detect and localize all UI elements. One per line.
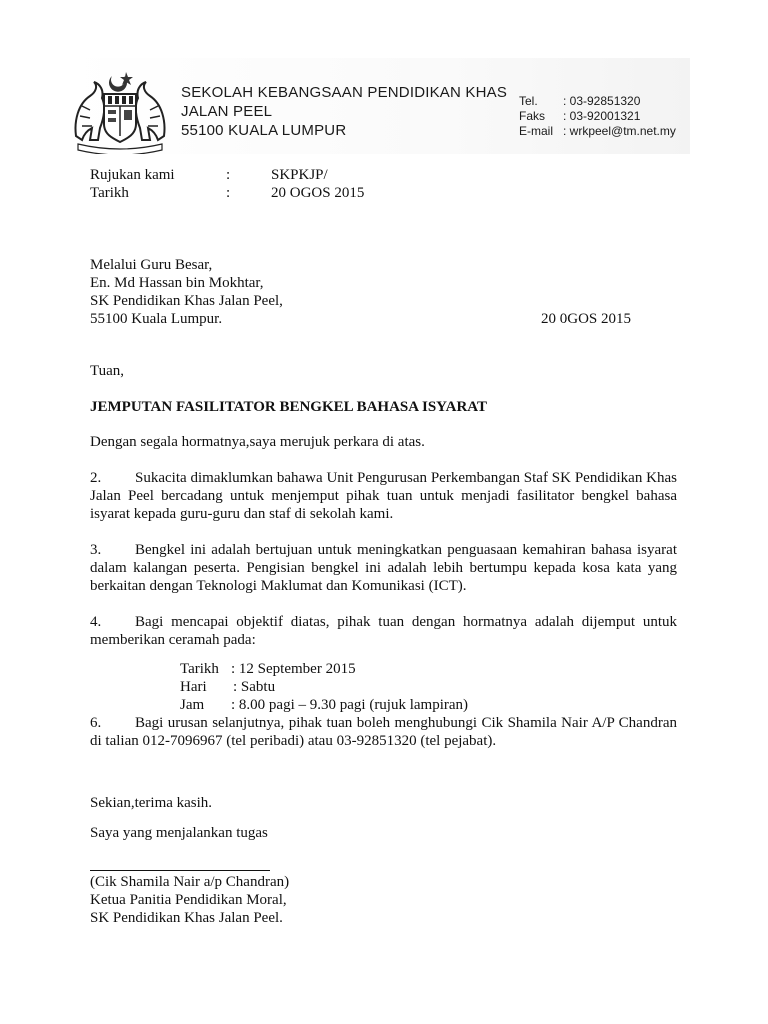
signature-line: [90, 870, 270, 871]
school-name: SEKOLAH KEBANGSAAN PENDIDIKAN KHAS: [181, 84, 508, 101]
paragraph-number: 6.: [90, 715, 102, 731]
recipient-line1: Melalui Guru Besar,: [90, 257, 213, 273]
paragraph-number: 4.: [90, 614, 102, 630]
fax-label: Faks: [519, 109, 546, 123]
school-address-line1: JALAN PEEL: [181, 103, 273, 120]
recipient-line4: 55100 Kuala Lumpur.: [90, 311, 223, 327]
opening-sentence: Dengan segala hormatnya,saya merujuk perkara di atas.: [90, 434, 425, 450]
tel-label: Tel.: [519, 94, 538, 108]
schedule-date-label: Tarikh: [180, 661, 219, 677]
paragraph-number: 3.: [90, 542, 102, 558]
coat-of-arms-logo: [68, 66, 172, 154]
salutation: Tuan,: [90, 363, 125, 379]
paragraph-2: [90, 469, 677, 523]
reference-value: SKPKJP/: [271, 167, 328, 183]
email-label: E-mail: [519, 124, 554, 138]
paragraph-text: Bagi mencapai objektif diatas, pihak tuan dengan hormatnya adalah dijemput untuk memberikan ceramah pada:: [90, 614, 677, 648]
signatory-title: Ketua Panitia Pendidikan Moral,: [90, 892, 287, 908]
date-colon: :: [226, 185, 231, 201]
paragraph-4: [90, 613, 677, 649]
recipient-line3: SK Pendidikan Khas Jalan Peel,: [90, 293, 283, 309]
reference-colon: :: [226, 167, 231, 183]
paragraph-text: Sukacita dimaklumkan bahawa Unit Pengurusan Perkembangan Staf SK Pendidikan Khas Jalan Peel bercadang untuk menjemput pihak tuan untuk menjadi fasilitator bengkel bahasa isyarat kepada guru-guru dan staf di sekolah kami.: [90, 470, 677, 522]
signatory-name: (Cik Shamila Nair a/p Chandran): [90, 874, 290, 890]
letter-date: 20 0GOS 2015: [541, 311, 632, 327]
closing-duty: Saya yang menjalankan tugas: [90, 825, 268, 841]
email-value: : wrkpeel@tm.net.my: [563, 124, 676, 138]
paragraph-3: [90, 541, 677, 595]
signatory-organisation: SK Pendidikan Khas Jalan Peel.: [90, 910, 283, 926]
schedule-date-value: : 12 September 2015: [231, 661, 356, 677]
fax-value: : 03-92001321: [563, 109, 641, 123]
school-address-line2: 55100 KUALA LUMPUR: [181, 122, 347, 139]
paragraph-6: [90, 714, 677, 750]
paragraph-text: Bengkel ini adalah bertujuan untuk meningkatkan penguasaan kemahiran bahasa isyarat dalam kalangan peserta. Pengisian bengkel ini adalah lebih bertumpu kepada kosa kata yang berkaitan dengan Teknologi Maklumat dan Komunikasi (ICT).: [90, 542, 677, 594]
date-value: 20 OGOS 2015: [271, 185, 365, 201]
date-label: Tarikh: [90, 185, 129, 201]
reference-label: Rujukan kami: [90, 167, 175, 183]
schedule-day-label: Hari: [180, 679, 207, 695]
paragraph-number: 2.: [90, 470, 102, 486]
closing-thanks: Sekian,terima kasih.: [90, 795, 213, 811]
schedule-time-value: : 8.00 pagi – 9.30 pagi (rujuk lampiran): [231, 697, 469, 713]
schedule-day-value: : Sabtu: [233, 679, 276, 695]
schedule-time-label: Jam: [180, 697, 205, 713]
recipient-line2: En. Md Hassan bin Mokhtar,: [90, 275, 264, 291]
paragraph-text: Bagi urusan selanjutnya, pihak tuan boleh menghubungi Cik Shamila Nair A/P Chandran di talian 012-7096967 (tel peribadi) atau 03-92851320 (tel pejabat).: [90, 715, 677, 749]
subject-heading: JEMPUTAN FASILITATOR BENGKEL BAHASA ISYARAT: [90, 399, 488, 415]
tel-value: : 03-92851320: [563, 94, 641, 108]
